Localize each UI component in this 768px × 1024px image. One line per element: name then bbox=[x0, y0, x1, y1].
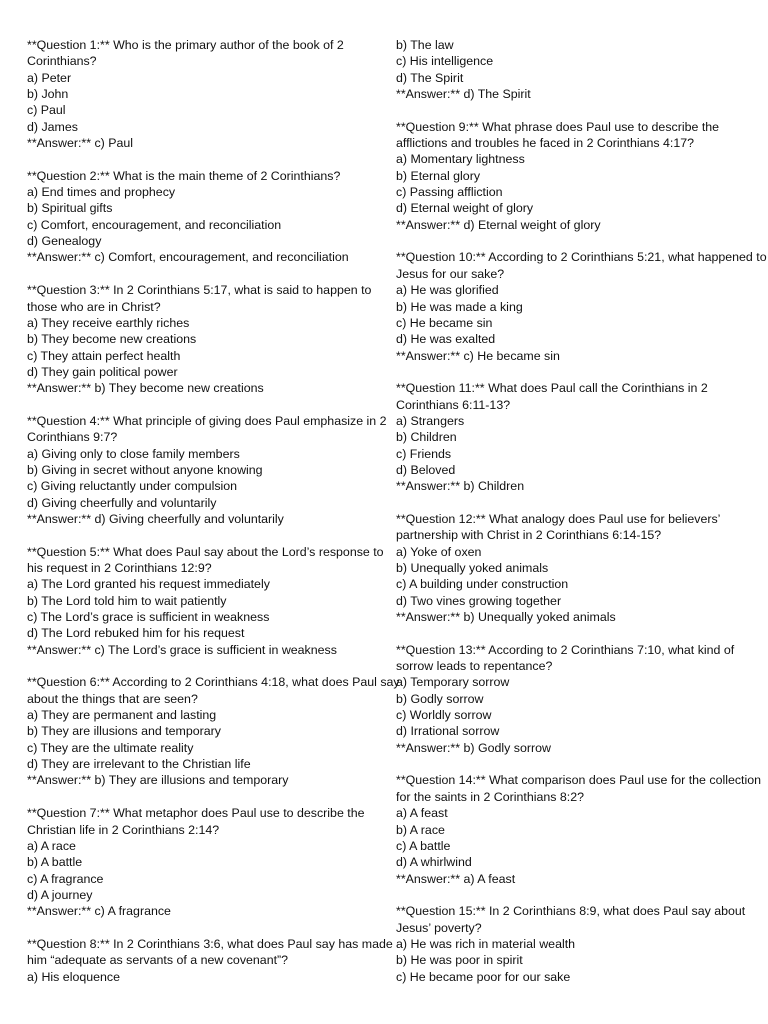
text-line: c) He became poor for our sake bbox=[396, 969, 571, 984]
text-line: d) A whirlwind bbox=[396, 855, 472, 870]
text-line: c) They are the ultimate reality bbox=[27, 740, 194, 755]
text-line: d) The Spirit bbox=[396, 70, 464, 85]
question-block bbox=[396, 903, 746, 985]
text-line: c) The Lord’s grace is sufficient in weakness bbox=[27, 610, 270, 625]
text-line: d) The Lord rebuked him for his request bbox=[27, 626, 245, 641]
text-line: his request in 2 Corinthians 12:9? bbox=[27, 561, 212, 575]
text-line: **Question 8:** In 2 Corinthians 3:6, what does Paul say has made bbox=[27, 936, 393, 951]
question-block bbox=[396, 511, 741, 625]
text-line: c) Paul bbox=[27, 103, 66, 118]
text-line: b) They become new creations bbox=[27, 332, 197, 347]
text-line: a) Strangers bbox=[396, 413, 465, 428]
text-line: b) Children bbox=[396, 430, 457, 445]
question-block bbox=[396, 119, 741, 233]
text-line: **Answer:** b) They are illusions and temporary bbox=[27, 773, 289, 788]
text-line: a) Yoke of oxen bbox=[396, 544, 482, 559]
text-line: **Question 6:** According to 2 Corinthians 4:18, what does Paul say bbox=[27, 675, 400, 690]
text-line: d) Genealogy bbox=[27, 234, 102, 249]
text-line: c) Passing affliction bbox=[396, 185, 503, 200]
text-line: **Question 14:** What comparison does Paul use for the collection bbox=[396, 773, 762, 788]
text-line: d) Irrational sorrow bbox=[396, 724, 500, 739]
question-block bbox=[27, 544, 384, 658]
text-line: afflictions and troubles he faced in 2 Corinthians 4:17? bbox=[396, 136, 695, 151]
text-line: **Answer:** b) Children bbox=[396, 479, 525, 494]
text-line: **Question 9:** What phrase does Paul use to describe the bbox=[396, 119, 720, 134]
text-line: about the things that are seen? bbox=[27, 691, 198, 706]
text-line: **Question 10:** According to 2 Corinthians 5:21, what happened to bbox=[396, 250, 767, 265]
text-line: d) Eternal weight of glory bbox=[396, 201, 534, 216]
text-line: b) Unequally yoked animals bbox=[396, 561, 549, 575]
question-block bbox=[396, 642, 741, 756]
text-line: b) The Lord told him to wait patiently bbox=[27, 593, 227, 608]
text-line: a) He was rich in material wealth bbox=[396, 936, 576, 951]
text-line: **Answer:** c) Comfort, encouragement, and reconciliation bbox=[27, 250, 349, 265]
text-line: Corinthians? bbox=[27, 54, 97, 69]
text-line: c) Giving reluctantly under compulsion bbox=[27, 479, 238, 494]
text-line: **Question 5:** What does Paul say about the Lord’s response to bbox=[27, 544, 384, 559]
question-block bbox=[396, 37, 741, 102]
text-line: those who are in Christ? bbox=[27, 299, 161, 314]
text-line: **Answer:** b) They become new creations bbox=[27, 381, 264, 396]
text-line: **Question 3:** In 2 Corinthians 5:17, what is said to happen to bbox=[27, 283, 372, 298]
text-line: **Question 4:** What principle of giving does Paul emphasize in 2 bbox=[27, 413, 387, 428]
question-block bbox=[27, 282, 372, 396]
question-block bbox=[27, 413, 387, 527]
left-column bbox=[27, 37, 400, 1001]
text-line: him “adequate as servants of a new covenant”? bbox=[27, 953, 289, 968]
text-line: **Answer:** b) Unequally yoked animals bbox=[396, 610, 616, 625]
text-line: c) A building under construction bbox=[396, 577, 569, 592]
text-line: a) His eloquence bbox=[27, 969, 120, 984]
text-line: c) They attain perfect health bbox=[27, 348, 181, 363]
text-line: b) He was made a king bbox=[396, 299, 523, 314]
text-line: b) He was poor in spirit bbox=[396, 953, 523, 968]
text-line: a) A feast bbox=[396, 806, 448, 821]
text-line: c) Worldly sorrow bbox=[396, 708, 492, 723]
text-line: **Answer:** c) He became sin bbox=[396, 348, 560, 363]
question-block bbox=[396, 249, 767, 363]
text-line: d) Beloved bbox=[396, 462, 456, 477]
text-line: **Answer:** d) The Spirit bbox=[396, 87, 531, 102]
text-line: c) Comfort, encouragement, and reconciliation bbox=[27, 217, 282, 232]
text-line: d) Giving cheerfully and voluntarily bbox=[27, 495, 217, 510]
text-line: a) He was glorified bbox=[396, 283, 499, 298]
text-line: b) A battle bbox=[27, 855, 83, 870]
text-line: b) The law bbox=[396, 38, 454, 52]
text-line: c) A battle bbox=[396, 838, 451, 853]
text-line: d) They are irrelevant to the Christian life bbox=[27, 757, 251, 772]
question-block bbox=[27, 936, 393, 985]
text-line: d) James bbox=[27, 119, 78, 134]
text-line: a) Momentary lightness bbox=[396, 152, 525, 167]
text-line: d) They gain political power bbox=[27, 364, 178, 379]
text-line: d) A journey bbox=[27, 887, 93, 902]
text-line: c) His intelligence bbox=[396, 54, 494, 69]
text-line: a) Peter bbox=[27, 70, 72, 85]
text-line: Corinthians 9:7? bbox=[27, 430, 118, 445]
text-line: c) He became sin bbox=[396, 315, 493, 330]
text-line: **Answer:** c) A fragrance bbox=[27, 904, 171, 919]
question-block bbox=[27, 168, 372, 266]
text-line: **Question 15:** In 2 Corinthians 8:9, what does Paul say about bbox=[396, 904, 746, 919]
text-line: b) Spiritual gifts bbox=[27, 201, 113, 216]
text-line: a) They receive earthly riches bbox=[27, 315, 190, 330]
text-line: a) The Lord granted his request immediately bbox=[27, 577, 270, 592]
text-line: Jesus for our sake? bbox=[396, 266, 505, 281]
text-line: **Question 13:** According to 2 Corinthians 7:10, what kind of bbox=[396, 642, 735, 657]
text-line: a) Giving only to close family members bbox=[27, 446, 240, 461]
question-block bbox=[27, 37, 372, 151]
text-line: a) End times and prophecy bbox=[27, 185, 176, 200]
right-column bbox=[396, 37, 767, 1001]
text-line: c) Friends bbox=[396, 446, 452, 461]
text-line: a) Temporary sorrow bbox=[396, 675, 510, 690]
text-line: **Question 11:** What does Paul call the Corinthians in 2 bbox=[396, 381, 708, 396]
question-block bbox=[396, 380, 741, 494]
text-line: Christian life in 2 Corinthians 2:14? bbox=[27, 822, 220, 837]
text-line: Jesus’ poverty? bbox=[396, 920, 482, 935]
text-line: d) Two vines growing together bbox=[396, 593, 562, 608]
text-line: partnership with Christ in 2 Corinthians 6:14-15? bbox=[396, 528, 662, 543]
text-line: **Answer:** a) A feast bbox=[396, 871, 516, 886]
question-block bbox=[27, 805, 372, 919]
text-line: Corinthians 6:11-13? bbox=[396, 397, 511, 412]
text-line: b) Godly sorrow bbox=[396, 691, 484, 706]
text-line: **Answer:** d) Giving cheerfully and voluntarily bbox=[27, 511, 284, 526]
question-block bbox=[396, 772, 762, 886]
text-line: **Question 2:** What is the main theme of 2 Corinthians? bbox=[27, 168, 341, 183]
text-line: b) Eternal glory bbox=[396, 168, 481, 183]
text-line: **Question 1:** Who is the primary author of the book of 2 bbox=[27, 38, 344, 52]
text-line: b) John bbox=[27, 87, 69, 102]
text-line: **Answer:** c) Paul bbox=[27, 136, 134, 151]
text-line: **Question 7:** What metaphor does Paul use to describe the bbox=[27, 806, 365, 821]
text-line: b) Giving in secret without anyone knowing bbox=[27, 462, 263, 477]
text-line: b) A race bbox=[396, 822, 445, 837]
text-line: **Question 12:** What analogy does Paul use for believers’ bbox=[396, 511, 721, 526]
text-line: b) They are illusions and temporary bbox=[27, 724, 221, 739]
text-line: a) A race bbox=[27, 838, 76, 853]
text-line: sorrow leads to repentance? bbox=[396, 659, 553, 674]
text-line: for the saints in 2 Corinthians 8:2? bbox=[396, 789, 585, 804]
text-line: a) They are permanent and lasting bbox=[27, 708, 217, 723]
text-line: d) He was exalted bbox=[396, 332, 496, 347]
text-line: **Answer:** b) Godly sorrow bbox=[396, 740, 551, 755]
text-line: **Answer:** d) Eternal weight of glory bbox=[396, 217, 601, 232]
question-block bbox=[27, 674, 400, 788]
text-line: **Answer:** c) The Lord’s grace is sufficient in weakness bbox=[27, 642, 337, 657]
text-line: c) A fragrance bbox=[27, 871, 104, 886]
